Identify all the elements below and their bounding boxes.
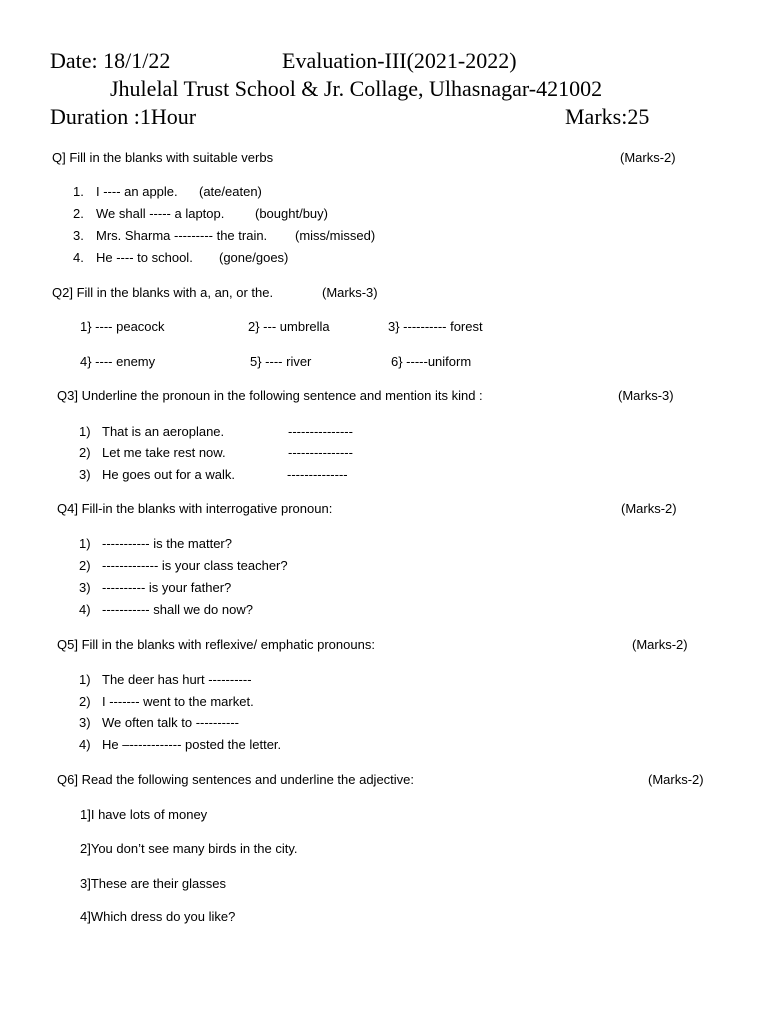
q3-item-text: That is an aeroplane. — [102, 424, 225, 439]
q5-item-num: 4) — [79, 737, 91, 752]
q1-item-hint: (miss/missed) — [295, 228, 376, 243]
q4-title: Q4] Fill-in the blanks with interrogative pronoun: — [57, 501, 333, 516]
q4-item-text: ------------- is your class teacher? — [102, 558, 288, 573]
q1-item-num: 2. — [73, 206, 84, 221]
exam-duration: Duration :1Hour — [50, 104, 197, 129]
q5-item-num: 2) — [79, 694, 91, 709]
q2-item: 5} ---- river — [250, 354, 312, 369]
q5-item-text: He –------------ posted the letter. — [102, 737, 282, 752]
q2-title: Q2] Fill in the blanks with a, an, or the. — [52, 285, 274, 300]
q1-title: Q] Fill in the blanks with suitable verbs — [52, 150, 274, 165]
q5-item-text: We often talk to ---------- — [102, 715, 239, 730]
q6-marks: (Marks-2) — [648, 772, 704, 787]
q6-title: Q6] Read the following sentences and underline the adjective: — [57, 772, 415, 787]
q6-item: 4]Which dress do you like? — [80, 909, 236, 924]
q2-item: 4} ---- enemy — [80, 354, 156, 369]
q2-item: 1} ---- peacock — [80, 319, 165, 334]
q3-item-text: Let me take rest now. — [102, 445, 226, 460]
total-marks: Marks:25 — [565, 104, 650, 129]
q3-item-num: 2) — [79, 445, 91, 460]
q3-item-text: He goes out for a walk. — [102, 467, 235, 482]
q3-title: Q3] Underline the pronoun in the following sentence and mention its kind : — [57, 388, 483, 403]
q5-item-num: 3) — [79, 715, 91, 730]
exam-date: Date: 18/1/22 — [50, 48, 171, 73]
q4-item-text: ---------- is your father? — [102, 580, 232, 595]
q3-marks: (Marks-3) — [618, 388, 674, 403]
q3-item-num: 3) — [79, 467, 91, 482]
q3-item-num: 1) — [79, 424, 91, 439]
q3-item-blank: --------------- — [288, 445, 353, 460]
q1-item-num: 1. — [73, 184, 84, 199]
q3-item-blank: --------------- — [288, 424, 353, 439]
q1-item-hint: (ate/eaten) — [199, 184, 262, 199]
q1-item-hint: (bought/buy) — [255, 206, 328, 221]
q1-item-text: He ---- to school. — [96, 250, 193, 265]
q4-item-num: 2) — [79, 558, 91, 573]
q4-item-text: ----------- shall we do now? — [102, 602, 253, 617]
q6-item: 3]These are their glasses — [80, 876, 226, 891]
q5-item-num: 1) — [79, 672, 91, 687]
q5-marks: (Marks-2) — [632, 637, 688, 652]
school-name: Jhulelal Trust School & Jr. Collage, Ulhasnagar-421002 — [110, 76, 603, 101]
q4-marks: (Marks-2) — [621, 501, 677, 516]
q1-marks: (Marks-2) — [620, 150, 676, 165]
q1-item-hint: (gone/goes) — [219, 250, 289, 265]
q4-item-num: 3) — [79, 580, 91, 595]
q1-item-num: 3. — [73, 228, 84, 243]
q2-item: 3} ---------- forest — [388, 319, 483, 334]
q1-item-num: 4. — [73, 250, 84, 265]
q6-item: 1]I have lots of money — [80, 807, 208, 822]
evaluation-title: Evaluation-III(2021-2022) — [282, 48, 517, 73]
q1-item-text: We shall ----- a laptop. — [96, 206, 225, 221]
q6-item: 2]You don’t see many birds in the city. — [80, 841, 298, 856]
q2-item: 2} --- umbrella — [248, 319, 330, 334]
q5-item-text: The deer has hurt ---------- — [102, 672, 252, 687]
q1-item-text: I ---- an apple. — [96, 184, 178, 199]
q4-item-num: 1) — [79, 536, 91, 551]
q4-item-num: 4) — [79, 602, 91, 617]
q4-item-text: ----------- is the matter? — [102, 536, 232, 551]
q2-marks: (Marks-3) — [322, 285, 378, 300]
q2-item: 6} -----uniform — [391, 354, 472, 369]
q3-item-blank: -------------- — [287, 467, 348, 482]
q1-item-text: Mrs. Sharma --------- the train. — [96, 228, 268, 243]
q5-title: Q5] Fill in the blanks with reflexive/ emphatic pronouns: — [57, 637, 375, 652]
q5-item-text: I ------- went to the market. — [102, 694, 254, 709]
